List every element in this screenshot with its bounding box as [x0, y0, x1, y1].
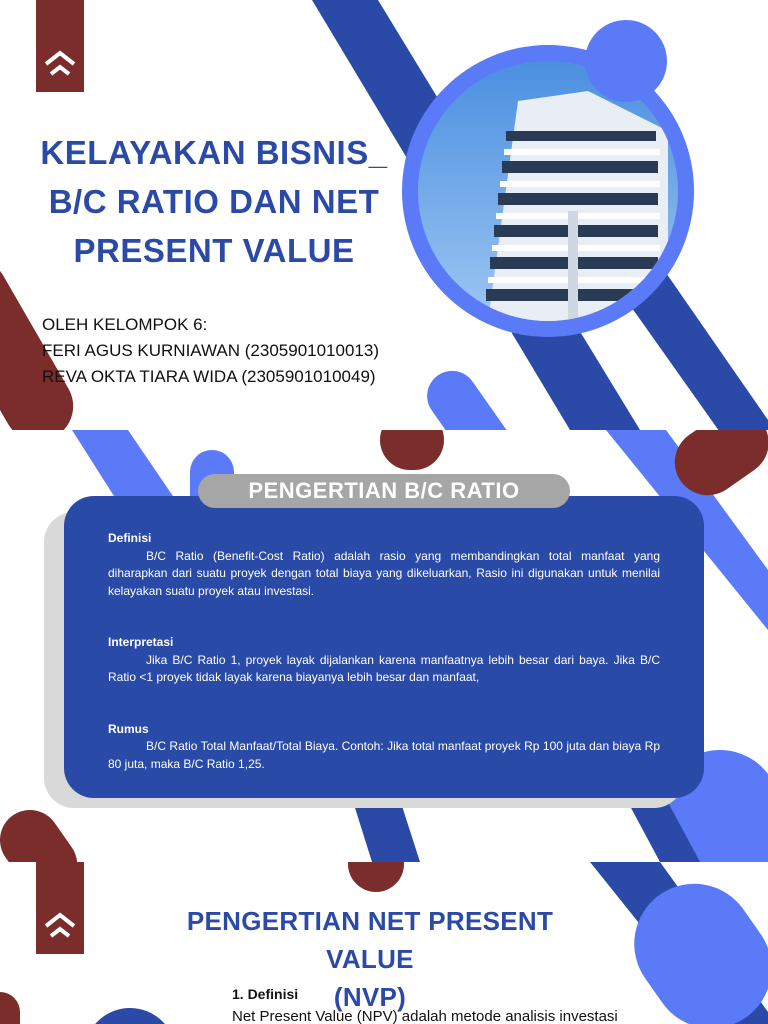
npv-title-line: (NVP) [333, 982, 407, 1012]
interpretation-section [108, 634, 660, 687]
chevron-stack-logo-icon [43, 912, 77, 940]
section-text: B/C Ratio Total Manfaat/Total Biaya. Contoh: Jika total manfaat proyek Rp 100 juta dan biaya Rp 80 juta, maka B/C Ratio 1,25. [108, 739, 660, 771]
npv-definition-text: Net Present Value (NPV) adalah metode analisis investasi [232, 1008, 618, 1024]
accent-circle [585, 20, 667, 102]
formula-section [108, 721, 660, 774]
logo-tab [36, 862, 84, 954]
npv-title-line: PENGERTIAN NET PRESENT VALUE [186, 906, 554, 974]
bc-ratio-page [0, 430, 768, 862]
cover-title [26, 128, 402, 275]
section-text: Jika B/C Ratio 1, proyek layak dijalankan karena manfaatnya lebih besar dari baya. Jika B/C Ratio <1 proyek tidak layak karena biayanya lebih besar dan manfaat, [108, 652, 660, 684]
section-header-pill: PENGERTIAN B/C RATIO [198, 474, 570, 508]
author-name: REVA OKTA TIARA WIDA (2305901010049) [42, 367, 376, 386]
bc-ratio-card [64, 496, 704, 798]
npv-page [0, 862, 768, 1024]
section-text: B/C Ratio (Benefit-Cost Ratio) adalah rasio yang membandingkan total manfaat yang diharapkan dari suatu proyek dengan total biaya yang dikeluarkan, Rasio ini digunakan untuk menilai kelayakan suatu proyek atau investasi. [108, 548, 660, 598]
section-label: Definisi [108, 531, 152, 545]
cover-page [0, 0, 768, 430]
author-name: FERI AGUS KURNIAWAN (2305901010013) [42, 341, 379, 360]
building-photo [418, 61, 678, 321]
section-label: Rumus [108, 721, 149, 736]
definition-section [108, 530, 660, 600]
npv-subheading: 1. Definisi [232, 986, 299, 1002]
cover-title-line: PRESENT VALUE [73, 232, 355, 269]
npv-title [140, 902, 600, 1016]
cover-title-line: KELAYAKAN BISNIS_ [40, 134, 388, 171]
logo-tab [36, 0, 84, 92]
author-group-label: OLEH KELOMPOK 6: [42, 315, 208, 334]
bc-ratio-content [108, 530, 660, 807]
author-list [42, 312, 379, 390]
chevron-stack-logo-icon [43, 50, 77, 78]
cover-title-line: B/C RATIO DAN NET [48, 183, 380, 220]
section-label: Interpretasi [108, 635, 174, 649]
